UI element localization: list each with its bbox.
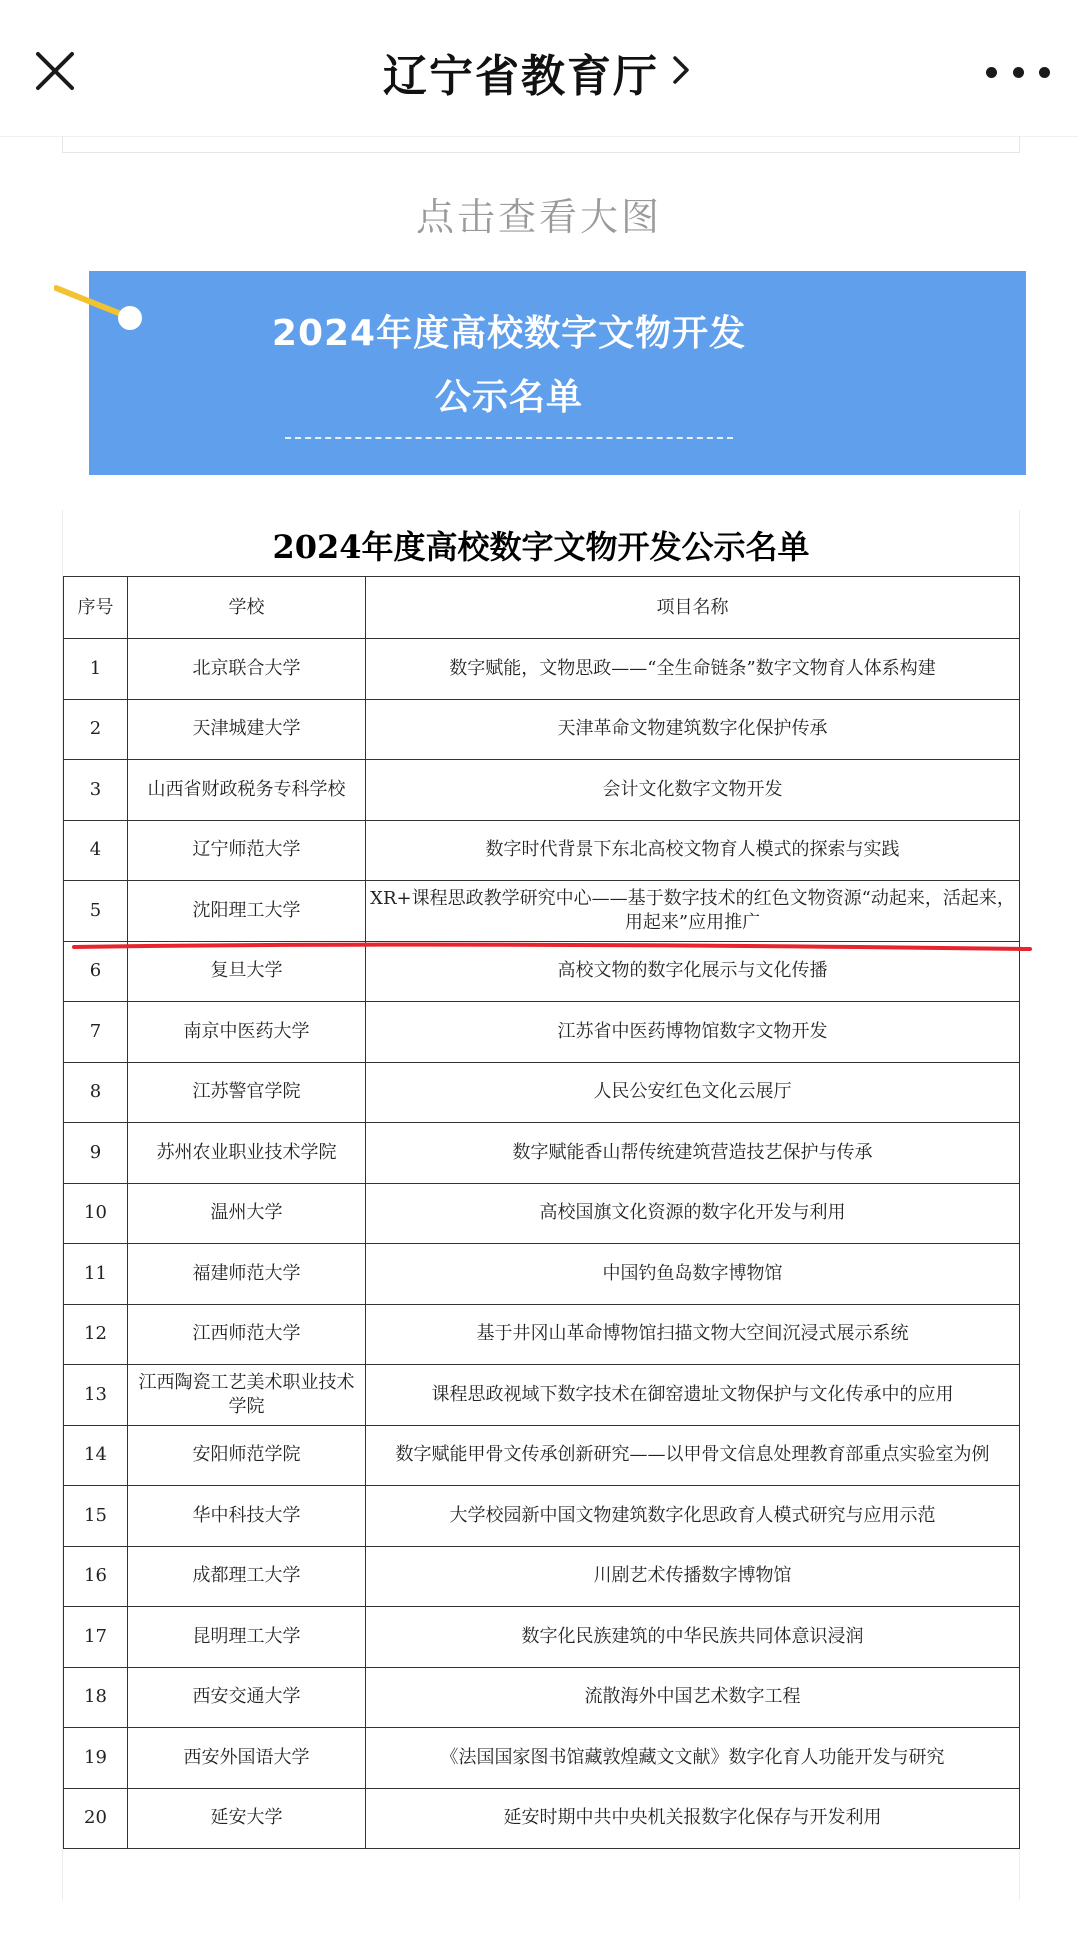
- cell-project: 高校国旗文化资源的数字化开发与利用: [366, 1183, 1020, 1244]
- table-row: [64, 1365, 1020, 1426]
- cell-no: 16: [64, 1546, 128, 1607]
- account-title-link[interactable]: [0, 40, 1078, 104]
- more-icon[interactable]: [986, 50, 1050, 94]
- table-row: [64, 1062, 1020, 1123]
- cell-no: 9: [64, 1123, 128, 1184]
- cell-project: 人民公安红色文化云展厅: [366, 1062, 1020, 1123]
- table-row: [64, 1123, 1020, 1184]
- cell-no: 19: [64, 1728, 128, 1789]
- banner-title-line2: 公示名单: [434, 377, 583, 418]
- table-row: [64, 941, 1020, 1002]
- cell-no: 17: [64, 1607, 128, 1668]
- cell-project: 《法国国家图书馆藏敦煌藏文文献》数字化育人功能开发与研究: [366, 1728, 1020, 1789]
- banner-dashed-divider: [285, 437, 733, 439]
- more-dot: [1039, 67, 1050, 78]
- cell-school: 华中科技大学: [128, 1486, 366, 1547]
- cell-school: 福建师范大学: [128, 1244, 366, 1305]
- cell-project: 延安时期中共中央机关报数字化保存与开发利用: [366, 1788, 1020, 1849]
- table-row: [64, 1304, 1020, 1365]
- header-no: 序号: [64, 577, 128, 639]
- account-name: 辽宁省教育厅: [383, 51, 659, 102]
- cell-school: 安阳师范学院: [128, 1425, 366, 1486]
- cell-project: 江苏省中医药博物馆数字文物开发: [366, 1002, 1020, 1063]
- cell-no: 3: [64, 760, 128, 821]
- cell-no: 11: [64, 1244, 128, 1305]
- previous-image-edge: [62, 136, 1020, 153]
- cell-project: 流散海外中国艺术数字工程: [366, 1667, 1020, 1728]
- cell-no: 12: [64, 1304, 128, 1365]
- cell-project: 课程思政视域下数字技术在御窑遗址文物保护与文化传承中的应用: [366, 1365, 1020, 1426]
- cell-school: 成都理工大学: [128, 1546, 366, 1607]
- cell-no: 15: [64, 1486, 128, 1547]
- cell-school: 西安外国语大学: [128, 1728, 366, 1789]
- cell-no: 20: [64, 1788, 128, 1849]
- table-row: [64, 1728, 1020, 1789]
- cell-project: 数字化民族建筑的中华民族共同体意识浸润: [366, 1607, 1020, 1668]
- cell-school: 江西陶瓷工艺美术职业技术学院: [128, 1365, 366, 1426]
- table-row: [64, 1002, 1020, 1063]
- cell-no: 6: [64, 941, 128, 1002]
- cell-no: 18: [64, 1667, 128, 1728]
- cell-school: 山西省财政税务专科学校: [128, 760, 366, 821]
- table-row: [64, 820, 1020, 881]
- header-project: 项目名称: [366, 577, 1020, 639]
- cell-project: 基于井冈山革命博物馆扫描文物大空间沉浸式展示系统: [366, 1304, 1020, 1365]
- cell-school: 辽宁师范大学: [128, 820, 366, 881]
- page-bottom: [0, 1900, 1078, 1940]
- table-row: [64, 699, 1020, 760]
- table-row: [64, 1425, 1020, 1486]
- cell-project: 会计文化数字文物开发: [366, 760, 1020, 821]
- cell-project: 天津革命文物建筑数字化保护传承: [366, 699, 1020, 760]
- cell-project: 大学校园新中国文物建筑数字化思政育人模式研究与应用示范: [366, 1486, 1020, 1547]
- cell-project: 中国钓鱼岛数字博物馆: [366, 1244, 1020, 1305]
- cell-project: 川剧艺术传播数字博物馆: [366, 1546, 1020, 1607]
- cell-no: 8: [64, 1062, 128, 1123]
- cell-school: 温州大学: [128, 1183, 366, 1244]
- cell-project: XR+课程思政教学研究中心——基于数字技术的红色文物资源“动起来，活起来，用起来”应用推广: [366, 881, 1020, 942]
- cell-school: 天津城建大学: [128, 699, 366, 760]
- table-row: [64, 1667, 1020, 1728]
- cell-project: 数字赋能香山帮传统建筑营造技艺保护与传承: [366, 1123, 1020, 1184]
- cell-no: 2: [64, 699, 128, 760]
- cell-school: 延安大学: [128, 1788, 366, 1849]
- cell-school: 苏州农业职业技术学院: [128, 1123, 366, 1184]
- view-large-image-link[interactable]: 点击查看大图: [415, 195, 662, 239]
- section-banner: [89, 271, 1026, 475]
- cell-no: 4: [64, 820, 128, 881]
- announcement-image[interactable]: [62, 510, 1020, 1900]
- header-school: 学校: [128, 577, 366, 639]
- table-row: [64, 639, 1020, 700]
- announcement-table: [63, 576, 1020, 1849]
- chevron-right-icon: [669, 50, 695, 94]
- cell-school: 北京联合大学: [128, 639, 366, 700]
- table-row: [64, 1546, 1020, 1607]
- table-header-row: [64, 577, 1020, 639]
- table-row: [64, 1486, 1020, 1547]
- cell-project: 数字赋能，文物思政——“全生命链条”数字文物育人体系构建: [366, 639, 1020, 700]
- cell-project: 高校文物的数字化展示与文化传播: [366, 941, 1020, 1002]
- cell-no: 10: [64, 1183, 128, 1244]
- cell-no: 7: [64, 1002, 128, 1063]
- cell-no: 5: [64, 881, 128, 942]
- cell-school: 沈阳理工大学: [128, 881, 366, 942]
- cell-no: 13: [64, 1365, 128, 1426]
- more-dot: [986, 67, 997, 78]
- document-title: 2024年度高校数字文物开发公示名单: [272, 528, 810, 566]
- table-row: [64, 881, 1020, 942]
- cell-no: 1: [64, 639, 128, 700]
- cell-project: 数字时代背景下东北高校文物育人模式的探索与实践: [366, 820, 1020, 881]
- banner-title-line1: 2024年度高校数字文物开发: [271, 313, 747, 354]
- cell-school: 昆明理工大学: [128, 1607, 366, 1668]
- cell-school: 江苏警官学院: [128, 1062, 366, 1123]
- cell-school: 江西师范大学: [128, 1304, 366, 1365]
- table-row: [64, 1183, 1020, 1244]
- top-nav-bar: [0, 0, 1078, 137]
- cell-no: 14: [64, 1425, 128, 1486]
- cell-school: 复旦大学: [128, 941, 366, 1002]
- table-row: [64, 760, 1020, 821]
- pin-icon: [54, 280, 150, 340]
- more-dot: [1013, 67, 1024, 78]
- table-row: [64, 1607, 1020, 1668]
- cell-school: 西安交通大学: [128, 1667, 366, 1728]
- table-row: [64, 1244, 1020, 1305]
- cell-school: 南京中医药大学: [128, 1002, 366, 1063]
- table-row: [64, 1788, 1020, 1849]
- cell-project: 数字赋能甲骨文传承创新研究——以甲骨文信息处理教育部重点实验室为例: [366, 1425, 1020, 1486]
